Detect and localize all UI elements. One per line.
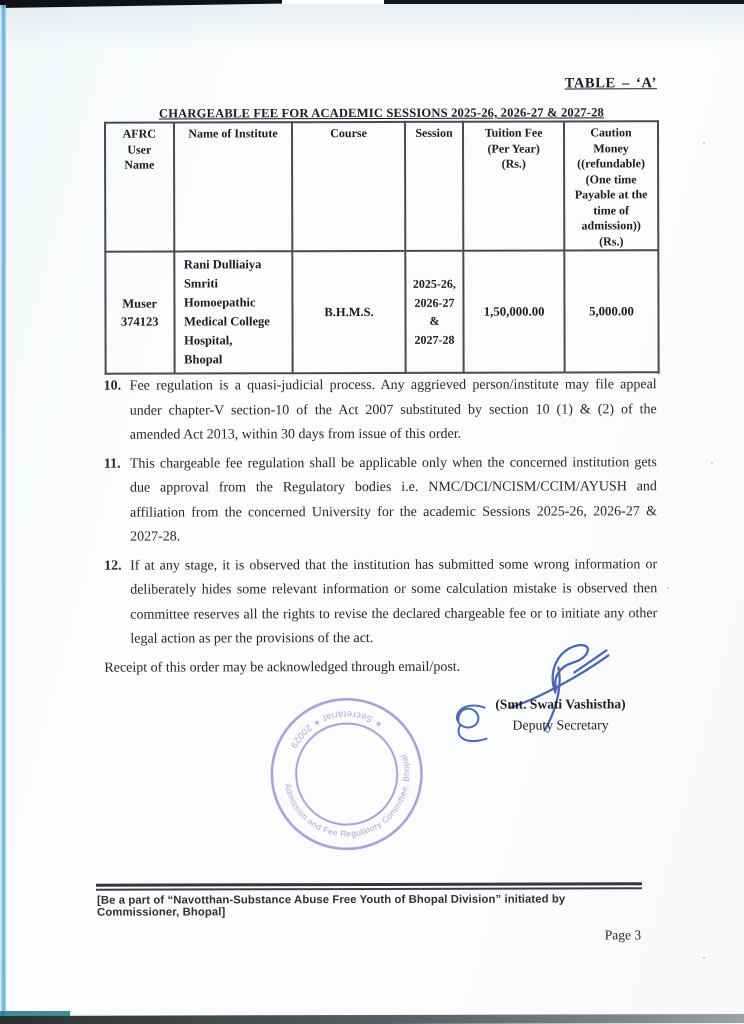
- header-session: Session: [405, 122, 464, 251]
- page-number: Page 3: [604, 927, 642, 943]
- order-clauses: [104, 373, 658, 680]
- header-institute: Name of Institute: [174, 122, 293, 251]
- signature-block: [445, 693, 675, 737]
- clause-10-text: Fee regulation is a quasi-judicial process. Any aggrieved person/institute may file appeal under chapter-V section-10 of the Act 2007 substituted by section 10 (1) & (2) of the amended Act 2013, within 30 days from issue of this order.: [129, 377, 657, 443]
- header-tuition-fee: Tuition Fee (Per Year) (Rs.): [463, 121, 564, 250]
- fee-table: [104, 120, 660, 374]
- cell-institute: Rani Dulliaiya Smriti Homoepathic Medical College Hospital, Bhopal: [174, 251, 293, 373]
- fee-table-header-row: [105, 121, 658, 251]
- clause-12-number: 12.: [104, 558, 122, 574]
- stamp-bottom-text: Admission and Fee Regulatory Committee, Bhopal: [282, 752, 412, 839]
- cell-course: B.H.M.S.: [293, 251, 406, 373]
- header-course: Course: [292, 122, 405, 251]
- clause-10-number: 10.: [103, 378, 122, 394]
- signatory-title: Deputy Secretary: [512, 717, 609, 733]
- signatory-name: (Smt. Swati Vashistha): [495, 696, 626, 712]
- clause-12-text: If at any stage, it is observed that the institution has submitted some wrong information or deliberately hides some relevant information or some calculation mistake is observed then committee reserves all the rights to revise the declared chargeable fee or to initiate any other legal action as per the provisions of the act.: [130, 556, 658, 647]
- header-afrc-user-name: AFRC User Name: [105, 123, 174, 252]
- clause-11-text: This chargeable fee regulation shall be applicable only when the concerned institution gets due approval from the Regulatory bodies i.e. NMC/DCI/NCISM/CCIM/AYUSH and affiliation from the concerned University for the academic Sessions 2025-26, 2026-27 & 2027-28.: [129, 454, 658, 545]
- clause-11: [104, 451, 657, 550]
- cell-afrc-user-name: Muser 374123: [105, 252, 174, 374]
- footer-note: [Be a part of “Navotthan-Substance Abuse Free Youth of Bhopal Division” initiated by Commissioner, Bhopal]: [97, 893, 566, 919]
- header-caution-money: Caution Money ((refundable) (One time Payable at the time of admission)) (Rs.): [564, 121, 658, 250]
- cell-caution-money: 5,000.00: [564, 250, 658, 372]
- footer-double-rule: [96, 882, 642, 890]
- table-title: CHARGEABLE FEE FOR ACADEMIC SESSIONS 2025-26, 2026-27 & 2027-28: [158, 105, 604, 121]
- closing-line: Receipt of this order may be acknowledged through email/post.: [104, 659, 461, 676]
- office-stamp: [250, 678, 443, 871]
- clause-10: [104, 373, 657, 448]
- clause-11-number: 11.: [103, 456, 121, 472]
- stamp-top-text: ✶ Secretariat ✶ 20029: [288, 709, 385, 751]
- fee-table-row: [105, 250, 658, 373]
- table-label: TABLE – ‘A’: [564, 75, 657, 92]
- cell-session: 2025-26, 2026-27 & 2027-28: [405, 251, 464, 373]
- cell-tuition-fee: 1,50,000.00: [464, 250, 565, 372]
